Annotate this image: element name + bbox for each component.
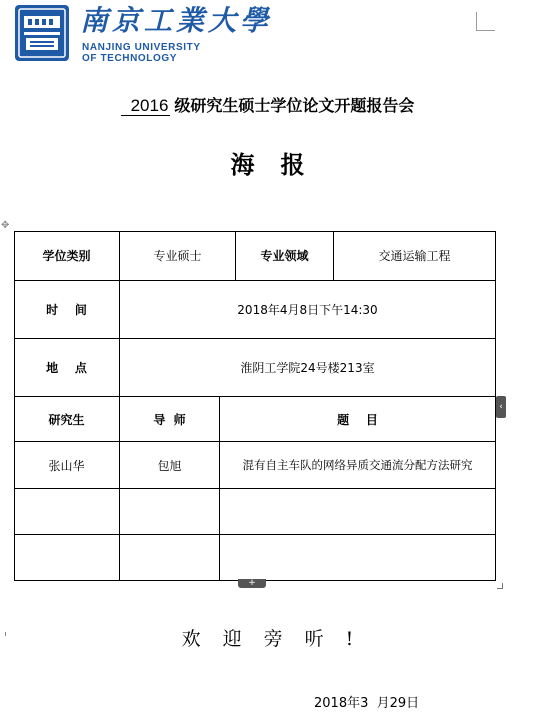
table-resize-handle-icon[interactable] — [497, 583, 503, 589]
report-title — [0, 96, 535, 116]
add-column-handle-icon[interactable]: ‹ — [496, 396, 506, 418]
title-year: 2016 — [121, 96, 171, 116]
degree-type-label: 学位类别 — [42, 249, 91, 263]
title-text: 级研究生硕士学位论文开题报告会 — [174, 96, 415, 115]
topic-cell: 混有自主车队的网络异质交通流分配方法研究 — [242, 458, 473, 472]
welcome-text: 欢迎旁听! — [181, 628, 376, 650]
poster-date: 2018年3 月29日 — [314, 696, 420, 711]
student-name-cell: 张山华 — [48, 459, 85, 473]
degree-type-value: 专业硕士 — [153, 249, 202, 263]
info-table — [14, 231, 496, 581]
logo-english-line1: NANJING UNIVERSITY — [82, 42, 201, 53]
university-emblem-icon — [14, 4, 70, 62]
place-value: 淮阴工学院24号楼213室 — [240, 361, 375, 375]
time-label: 时 间 — [46, 303, 87, 317]
field-label: 专业领域 — [260, 249, 309, 263]
table-move-handle-icon[interactable]: ✥ — [1, 220, 10, 231]
student-name-cell — [14, 489, 119, 534]
page-corner-mark — [476, 12, 495, 31]
place-label: 地 点 — [46, 361, 87, 375]
student-name-cell — [14, 535, 119, 580]
field-value: 交通运输工程 — [378, 249, 451, 263]
poster-heading: 海报 — [230, 150, 331, 179]
time-value: 2018年4月8日下午14:30 — [237, 303, 378, 317]
advisor-name-cell: 包旭 — [157, 459, 182, 473]
advisor-name-cell — [120, 489, 219, 534]
advisor-header: 导 师 — [153, 412, 186, 427]
advisor-name-cell — [120, 535, 219, 580]
logo-english-line2: OF TECHNOLOGY — [82, 53, 178, 64]
logo-chinese-text: 南京工業大學 — [80, 4, 273, 37]
university-logo — [14, 4, 273, 66]
topic-header: 题 目 — [337, 412, 378, 427]
topic-cell — [220, 489, 495, 534]
add-row-plus-icon[interactable]: + — [238, 579, 266, 588]
topic-cell — [220, 535, 495, 580]
student-header: 研究生 — [48, 412, 85, 427]
